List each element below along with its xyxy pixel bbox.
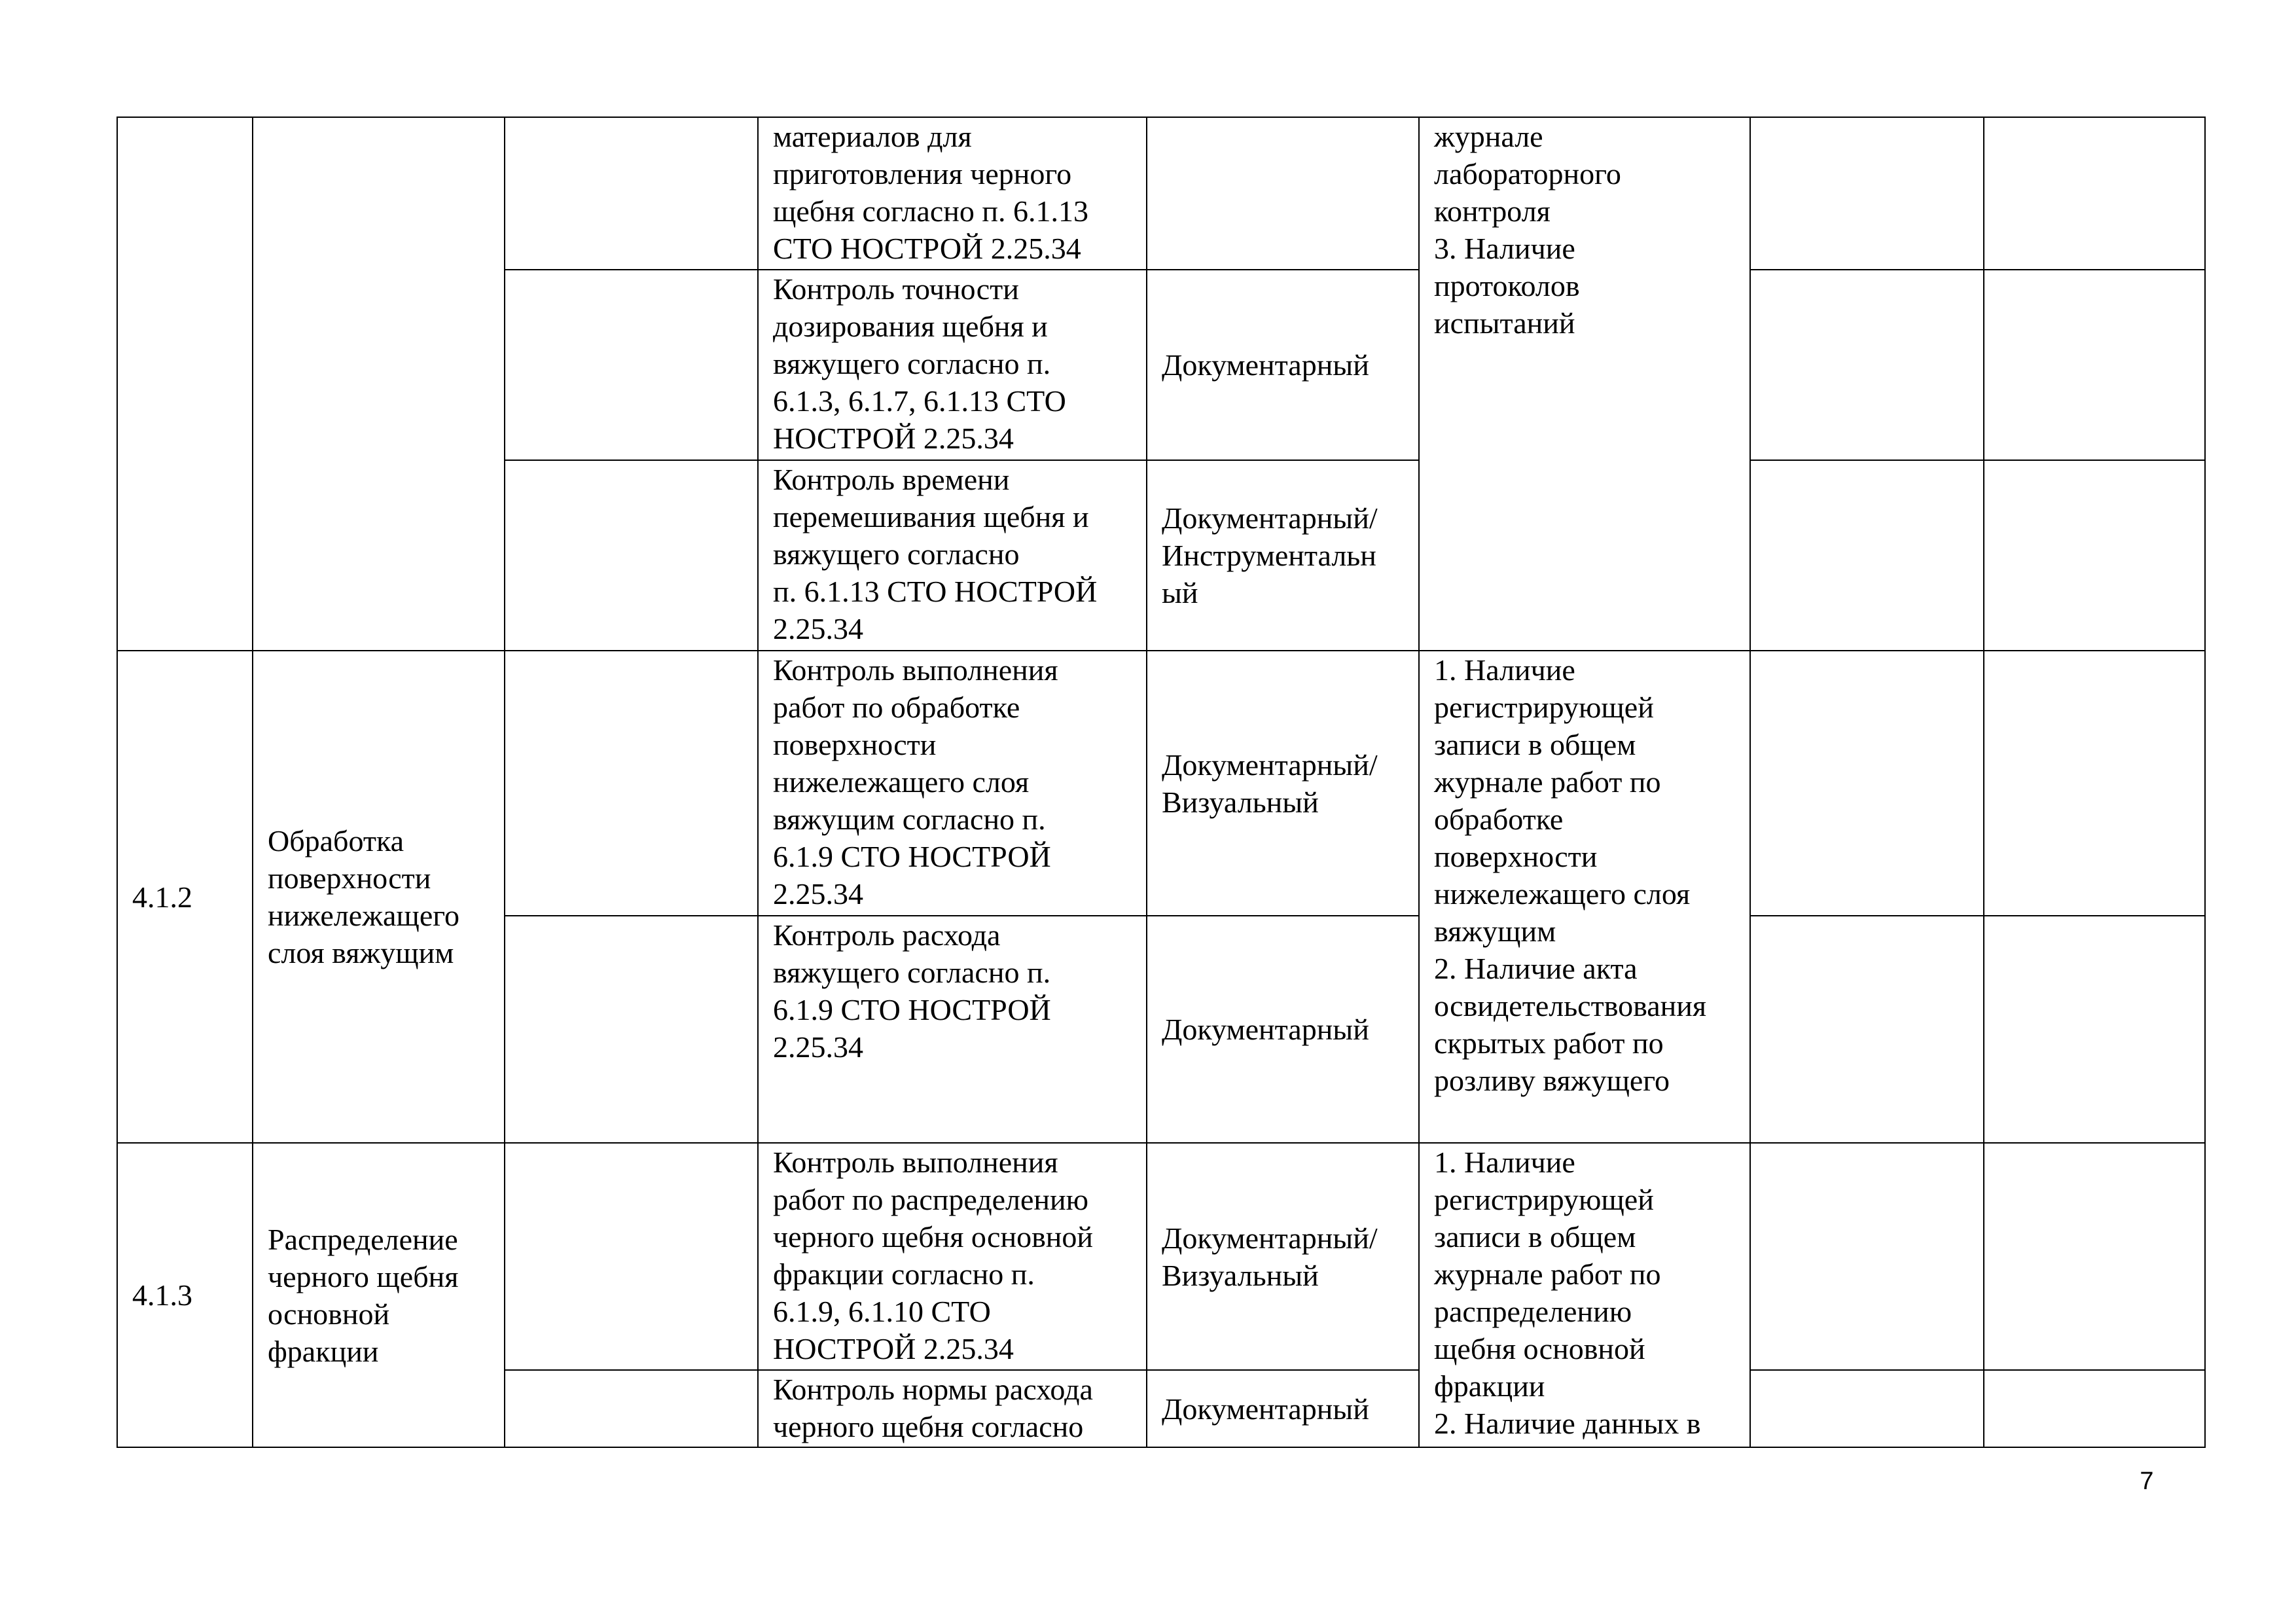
empty-cell: [505, 270, 758, 460]
empty-cell: [1750, 117, 1984, 270]
empty-cell: [505, 651, 758, 916]
empty-cell: [1984, 651, 2205, 916]
empty-cell: [505, 460, 758, 651]
empty-cell: [1984, 270, 2205, 460]
empty-cell: [1984, 460, 2205, 651]
empty-cell: [1750, 916, 1984, 1143]
control-cell: Контроль времени перемешивания щебня и вяжущего согласно п. 6.1.13 СТО НОСТРОЙ 2.25.34: [758, 460, 1147, 651]
item-number-cell: [117, 117, 253, 651]
item-number-cell: 4.1.2: [117, 651, 253, 1143]
control-cell: Контроль нормы расхода черного щебня согласно: [758, 1370, 1147, 1447]
empty-cell: [505, 1143, 758, 1370]
method-cell: Документарный/ Инструментальн ый: [1147, 460, 1419, 651]
empty-cell: [1750, 1370, 1984, 1447]
control-table: [117, 117, 2206, 1448]
method-cell: [1147, 117, 1419, 270]
item-title-cell: Распределение черного щебня основной фракции: [253, 1143, 505, 1447]
method-cell: Документарный/ Визуальный: [1147, 651, 1419, 916]
page-number: 7: [2140, 1468, 2154, 1495]
item-title-cell: Обработка поверхности нижележащего слоя вяжущим: [253, 651, 505, 1143]
docs-cell: 1. Наличие регистрирующей записи в общем журнале работ по распределению щебня основной фракции 2. Наличие данных в: [1419, 1143, 1750, 1447]
method-cell: Документарный: [1147, 916, 1419, 1143]
empty-cell: [1984, 916, 2205, 1143]
method-cell: Документарный: [1147, 270, 1419, 460]
empty-cell: [1984, 1370, 2205, 1447]
control-cell: материалов для приготовления черного щебня согласно п. 6.1.13 СТО НОСТРОЙ 2.25.34: [758, 117, 1147, 270]
docs-cell: 1. Наличие регистрирующей записи в общем журнале работ по обработке поверхности нижележащего слоя вяжущим 2. Наличие акта освидетельствования скрытых работ по розливу вяжущего: [1419, 651, 1750, 1143]
empty-cell: [1750, 1143, 1984, 1370]
empty-cell: [505, 916, 758, 1143]
table-row: [117, 117, 2205, 270]
method-cell: Документарный/ Визуальный: [1147, 1143, 1419, 1370]
empty-cell: [1984, 117, 2205, 270]
empty-cell: [505, 1370, 758, 1447]
control-cell: Контроль расхода вяжущего согласно п. 6.1.9 СТО НОСТРОЙ 2.25.34: [758, 916, 1147, 1143]
table-row: [117, 1143, 2205, 1370]
control-cell: Контроль выполнения работ по распределению черного щебня основной фракции согласно п. 6.1.9, 6.1.10 СТО НОСТРОЙ 2.25.34: [758, 1143, 1147, 1370]
control-cell: Контроль точности дозирования щебня и вяжущего согласно п. 6.1.3, 6.1.7, 6.1.13 СТО НОСТРОЙ 2.25.34: [758, 270, 1147, 460]
item-number-cell: 4.1.3: [117, 1143, 253, 1447]
item-title-cell: [253, 117, 505, 651]
empty-cell: [1750, 270, 1984, 460]
empty-cell: [505, 117, 758, 270]
empty-cell: [1750, 651, 1984, 916]
table-row: [117, 651, 2205, 916]
empty-cell: [1984, 1143, 2205, 1370]
method-cell: Документарный: [1147, 1370, 1419, 1447]
empty-cell: [1750, 460, 1984, 651]
docs-cell: журнале лабораторного контроля 3. Наличие протоколов испытаний: [1419, 117, 1750, 651]
control-cell: Контроль выполнения работ по обработке поверхности нижележащего слоя вяжущим согласно п. 6.1.9 СТО НОСТРОЙ 2.25.34: [758, 651, 1147, 916]
